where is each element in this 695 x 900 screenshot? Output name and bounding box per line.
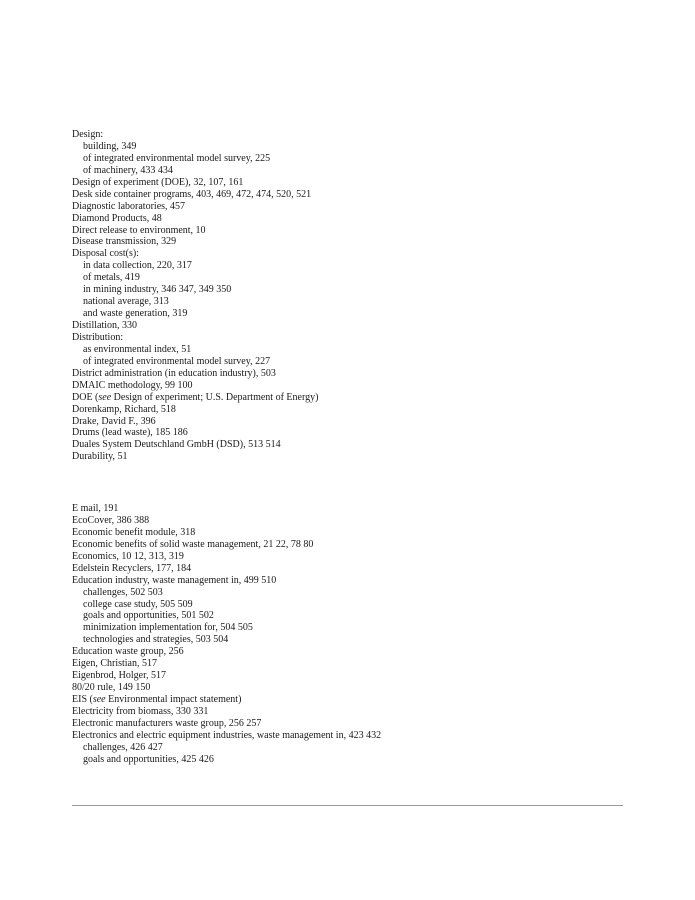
index-entry: EcoCover, 386 388 bbox=[72, 514, 150, 526]
index-subentry: as environmental index, 51 bbox=[83, 343, 192, 355]
index-subentry: minimization implementation for, 504 505 bbox=[83, 622, 253, 634]
index-entry: Eigenbrod, Holger, 517 bbox=[72, 670, 167, 682]
index-subentry: of integrated environmental model survey, 225 bbox=[83, 152, 271, 164]
index-entry: Disposal cost(s): bbox=[72, 248, 139, 260]
index-entry: Design: bbox=[72, 129, 104, 140]
index-subentry: in mining industry, 346 347, 349 350 bbox=[83, 284, 232, 296]
entry-text: DOE ( bbox=[72, 391, 99, 403]
index-entry bbox=[72, 392, 318, 404]
index-entry: Economic benefit module, 318 bbox=[72, 526, 196, 538]
index-entry: Distribution: bbox=[72, 331, 124, 343]
see-reference: see bbox=[92, 694, 106, 705]
index-subentry: goals and opportunities, 501 502 bbox=[83, 610, 214, 622]
index-entry: 80/20 rule, 149 150 bbox=[72, 682, 151, 694]
index-entry: Dorenkamp, Richard, 518 bbox=[72, 403, 176, 415]
index-subentry: of machinery, 433 434 bbox=[83, 164, 173, 176]
index-entry: Education waste group, 256 bbox=[72, 646, 184, 658]
see-reference: see bbox=[98, 391, 112, 403]
entry-text: EIS ( bbox=[72, 694, 93, 705]
index-subentry: and waste generation, 319 bbox=[83, 308, 188, 320]
index-entry: DMAIC methodology, 99 100 bbox=[72, 379, 193, 391]
index-entry: Electronics and electric equipment industries, waste management in, 423 432 bbox=[72, 729, 382, 741]
index-entry bbox=[72, 694, 381, 706]
index-subentry: of integrated environmental model survey, 227 bbox=[83, 355, 271, 367]
index-subentry: technologies and strategies, 503 504 bbox=[83, 634, 229, 646]
index-subentry: college case study, 505 509 bbox=[83, 598, 193, 610]
index-subentry: national average, 313 bbox=[83, 296, 169, 308]
index-subentry: in data collection, 220, 317 bbox=[83, 260, 192, 272]
index-entry: District administration (in education industry), 503 bbox=[72, 367, 276, 379]
index-subentry: challenges, 426 427 bbox=[83, 741, 163, 753]
index-entry: Electronic manufacturers waste group, 256 257 bbox=[72, 717, 262, 729]
footer-rule bbox=[72, 805, 623, 806]
index-entry: E mail, 191 bbox=[72, 503, 119, 514]
index-entry: Durability, 51 bbox=[72, 451, 128, 463]
index-entry: Drake, David F., 396 bbox=[72, 415, 156, 427]
index-entry: Disease transmission, 329 bbox=[72, 236, 177, 248]
index-section-d bbox=[72, 129, 318, 463]
index-subentry: building, 349 bbox=[83, 140, 137, 152]
index-entry: Duales System Deutschland GmbH (DSD), 513 514 bbox=[72, 439, 281, 451]
index-entry: Direct release to environment, 10 bbox=[72, 224, 206, 236]
index-subentry: challenges, 502 503 bbox=[83, 586, 163, 598]
index-subentry: of metals, 419 bbox=[83, 272, 140, 284]
index-entry: Design of experiment (DOE), 32, 107, 161 bbox=[72, 176, 244, 188]
index-entry: Education industry, waste management in, 499 510 bbox=[72, 574, 277, 586]
index-entry: Diamond Products, 48 bbox=[72, 212, 162, 224]
index-entry: Drums (lead waste), 185 186 bbox=[72, 427, 188, 439]
index-entry: Diagnostic laboratories, 457 bbox=[72, 200, 186, 212]
index-entry: Eigen, Christian, 517 bbox=[72, 658, 157, 670]
index-entry: Desk side container programs, 403, 469, 472, 474, 520, 521 bbox=[72, 188, 312, 200]
index-entry: Electricity from biomass, 330 331 bbox=[72, 705, 209, 717]
index-entry: Economic benefits of solid waste management, 21 22, 78 80 bbox=[72, 538, 314, 550]
index-entry: Distillation, 330 bbox=[72, 320, 137, 331]
index-section-e bbox=[72, 503, 381, 766]
index-entry: Edelstein Recyclers, 177, 184 bbox=[72, 562, 192, 574]
index-subentry: goals and opportunities, 425 426 bbox=[83, 753, 214, 765]
entry-text: Environmental impact statement) bbox=[105, 694, 242, 705]
entry-text: Design of experiment; U.S. Department of Energy) bbox=[111, 391, 319, 403]
index-entry: Economics, 10 12, 313, 319 bbox=[72, 550, 184, 562]
